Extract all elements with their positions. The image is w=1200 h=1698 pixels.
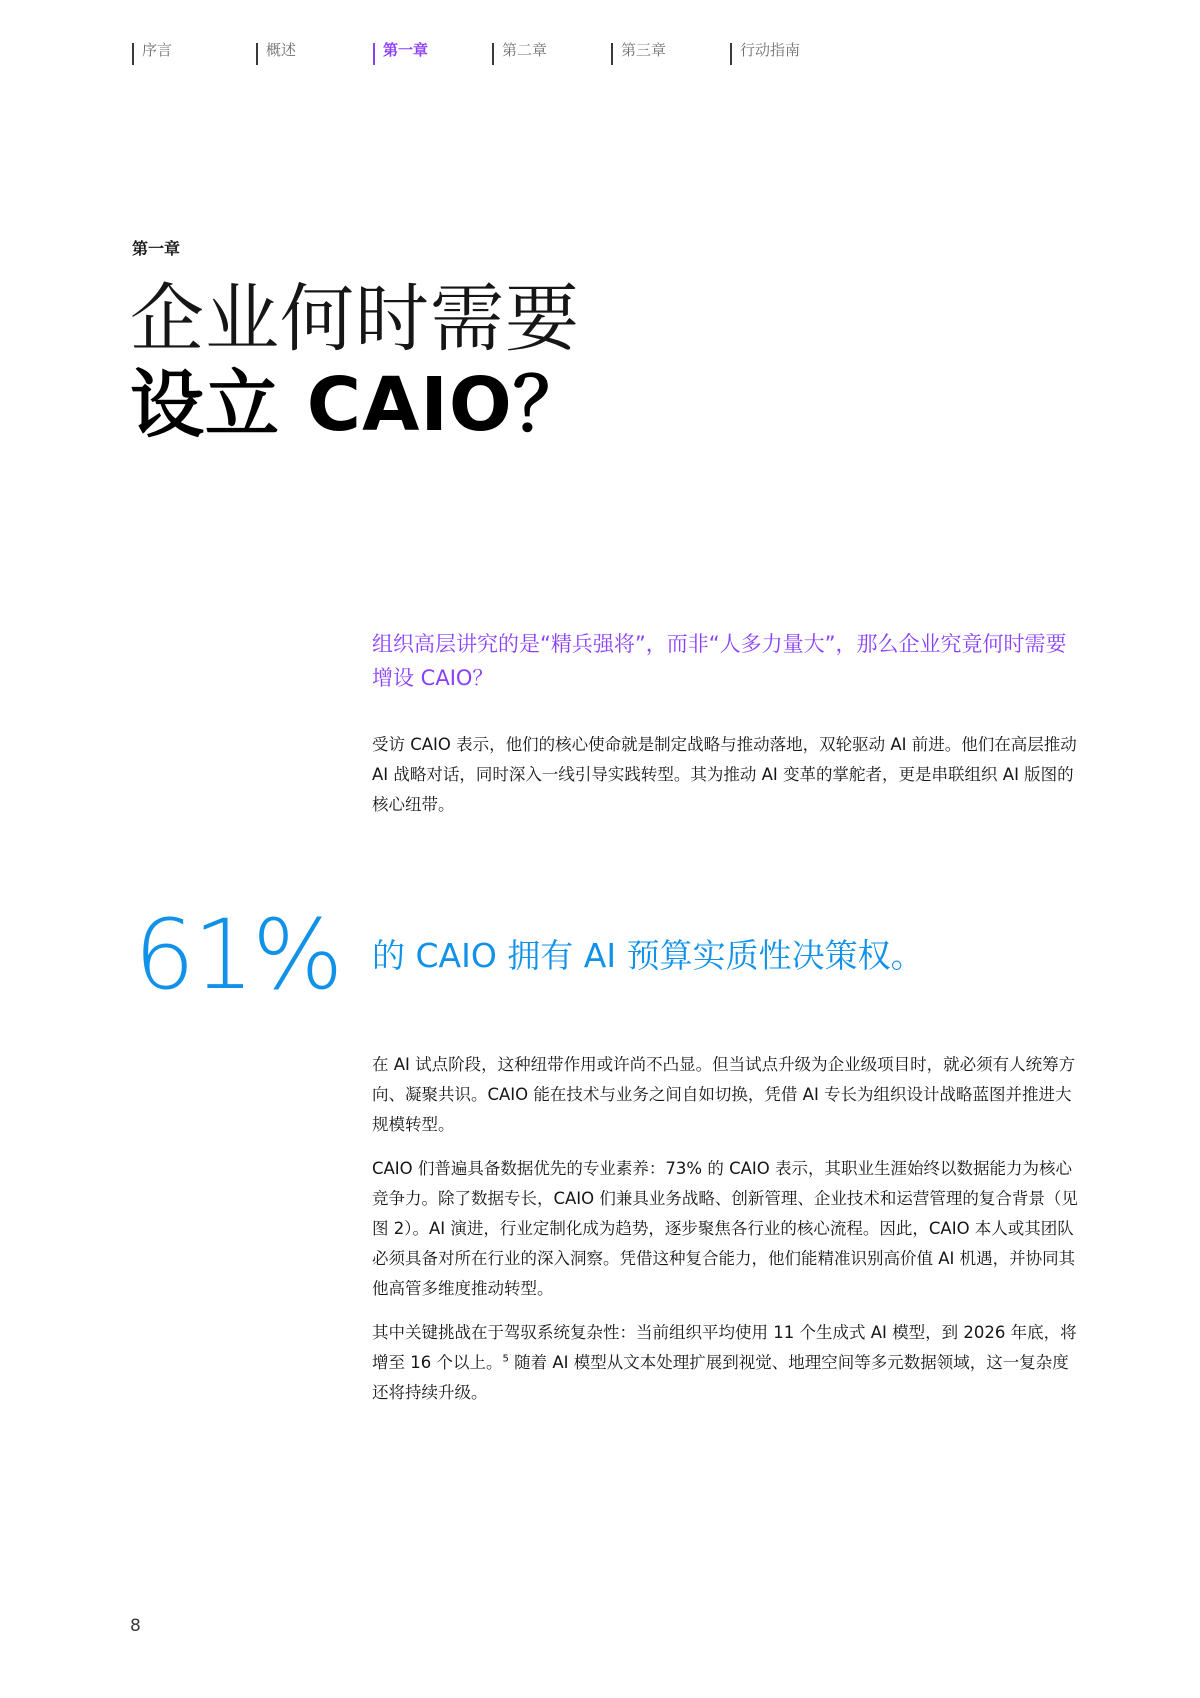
page-number: 8: [130, 1616, 141, 1636]
stat-percentage: 61%: [134, 899, 342, 1011]
footnote-marker[interactable]: 5: [502, 1353, 509, 1365]
nav-item-chapter-1[interactable]: 第一章: [373, 40, 428, 64]
nav-item-overview[interactable]: 概述: [256, 40, 296, 64]
body-paragraph-2: CAIO 们普遍具备数据优先的专业素养：73% 的 CAIO 表示，其职业生涯始终以数据能力为核心竞争力。除了数据专长，CAIO 们兼具业务战略、创新管理、企业技术和运营管理的复合背景（见图 2）。AI 演进，行业定制化成为趋势，逐步聚焦各行业的核心流程。因此，CAIO 本人或其团队必须具备对所在行业的深入洞察。凭借这种复合能力，他们能精准识别高价值 AI 机遇，并协同其他高管多维度推动转型。: [372, 1159, 1078, 1298]
body-paragraph-3-tail: 随着 AI 模型从文本处理扩展到视觉、地理空间等多元数据领域，这一复杂度还将持续升级。: [372, 1353, 1069, 1402]
body-paragraph-3-text: 其中关键挑战在于驾驭系统复杂性：当前组织平均使用 11 个生成式 AI 模型，到 2026 年底，将增至 16 个以上。: [372, 1323, 1077, 1372]
body-paragraph-1: 在 AI 试点阶段，这种纽带作用或许尚不凸显。但当试点升级为企业级项目时，就必须有人统筹方向、凝聚共识。CAIO 能在技术与业务之间自如切换，凭借 AI 专长为组织设计战略蓝图并推进大规模转型。: [372, 1055, 1076, 1134]
nav-item-action-guide[interactable]: 行动指南: [730, 40, 800, 64]
intro-paragraph: 受访 CAIO 表示，他们的核心使命就是制定战略与推动落地，双轮驱动 AI 前进。他们在高层推动 AI 战略对话，同时深入一线引导实践转型。其为推动 AI 变革的掌舵者，更是串联组织 AI 版图的核心纽带。: [372, 735, 1077, 814]
body-paragraph-3: [372, 1318, 1082, 1408]
page-title-line-1: 企业何时需要: [130, 276, 580, 362]
stat-description: 的 CAIO 拥有 AI 预算实质性决策权。: [372, 936, 924, 975]
body-section: [372, 1050, 1082, 1422]
page-title-line-2: 设立 CAIO？: [130, 362, 588, 448]
nav-item-chapter-3[interactable]: 第三章: [611, 40, 666, 64]
page-title: [130, 276, 588, 448]
nav-item-chapter-2[interactable]: 第二章: [492, 40, 547, 64]
intro-section: [372, 730, 1082, 820]
nav-item-preface[interactable]: 序言: [132, 40, 172, 64]
chapter-label: 第一章: [132, 239, 181, 258]
chapter-navigation: [0, 40, 1200, 70]
lede-question: 组织高层讲究的是“精兵强将”，而非“人多力量大”，那么企业究竟何时需要增设 CAIO？: [372, 632, 1067, 690]
